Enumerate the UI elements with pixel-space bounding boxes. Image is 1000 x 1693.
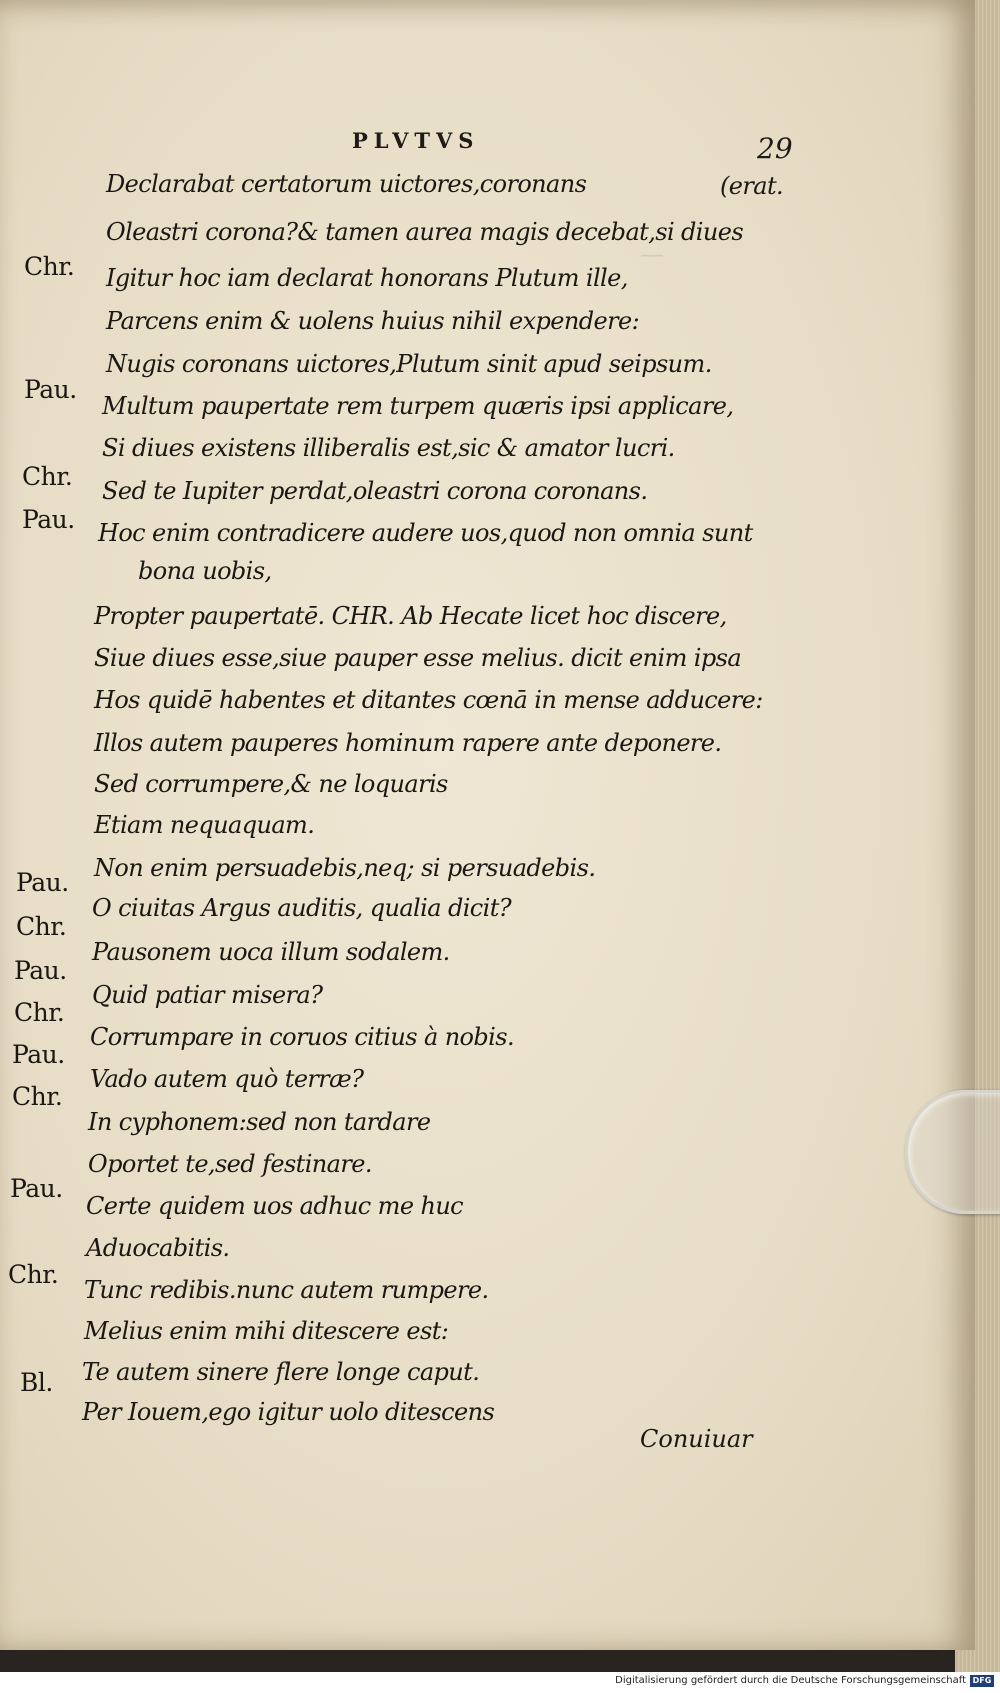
text-line: (erat. <box>720 172 784 200</box>
text-line: Propter paupertatē. CHR. Ab Hecate licet hoc discere, <box>94 602 727 630</box>
running-head: PLVTVS <box>352 128 480 153</box>
text-line: Corrumpare in coruos citius à nobis. <box>90 1023 514 1051</box>
text-line: Sed te Iupiter perdat,oleastri corona coronans. <box>102 477 648 505</box>
text-line: Parcens enim & uolens huius nihil expendere: <box>106 307 640 335</box>
text-line: O ciuitas Argus auditis, qualia dicit? <box>92 894 512 922</box>
text-line: Certe quidem uos adhuc me huc <box>86 1192 464 1220</box>
text-line: Oleastri corona?& tamen aurea magis decebat,si diues <box>106 218 744 246</box>
text-line: Si diues existens illiberalis est,sic & amator lucri. <box>102 434 675 462</box>
speaker-label: Chr. <box>22 462 73 491</box>
speaker-label: Pau. <box>12 1040 65 1069</box>
text-line: bona uobis, <box>138 557 272 585</box>
text-line: Tunc redibis.nunc autem rumpere. <box>84 1276 489 1304</box>
text-line: Quid patiar misera? <box>92 981 323 1009</box>
text-line: Pausonem uoca illum sodalem. <box>92 938 450 966</box>
funding-credit: Digitalisierung gefördert durch die Deutsche Forschungsgemeinschaft <box>615 1675 966 1686</box>
text-line: Vado autem quò terræ? <box>90 1065 364 1093</box>
speaker-label: Pau. <box>22 505 75 534</box>
speaker-label: Chr. <box>24 252 75 281</box>
text-line: Sed corrumpere,& ne loquaris <box>94 770 448 798</box>
catchword: Conuiuar <box>640 1425 753 1453</box>
text-line: Melius enim mihi ditescere est: <box>84 1317 449 1345</box>
dfg-logo-icon: DFG <box>970 1675 994 1687</box>
text-line: Aduocabitis. <box>86 1234 230 1262</box>
speaker-label: Bl. <box>20 1368 53 1397</box>
text-line: Illos autem pauperes hominum rapere ante deponere. <box>94 729 722 757</box>
text-line: In cyphonem:sed non tardare <box>88 1108 431 1136</box>
speaker-label: Chr. <box>8 1260 59 1289</box>
text-line: Oportet te,sed festinare. <box>88 1150 372 1178</box>
text-line: Non enim persuadebis,neq; si persuadebis. <box>94 854 596 882</box>
text-line: Igitur hoc iam declarat honorans Plutum ille, <box>106 264 628 292</box>
text-line: Multum paupertate rem turpem quæris ipsi applicare, <box>102 392 734 420</box>
text-line: Etiam nequaquam. <box>94 811 315 839</box>
text-line: Siue diues esse,siue pauper esse melius. dicit enim ipsa <box>94 644 742 672</box>
text-line: Hoc enim contradicere audere uos,quod non omnia sunt <box>98 519 753 547</box>
text-line: Hos quidē habentes et ditantes cœnā in mense adducere: <box>94 686 763 714</box>
speaker-label: Chr. <box>16 912 67 941</box>
page-number: 29 <box>757 132 793 165</box>
text-line: Nugis coronans uictores,Plutum sinit apud seipsum. <box>106 350 712 378</box>
speaker-label: Pau. <box>14 956 67 985</box>
text-line: Per Iouem,ego igitur uolo ditescens <box>82 1398 495 1426</box>
speaker-label: Chr. <box>12 1082 63 1111</box>
text-line: Declarabat certatorum uictores,coronans <box>106 170 587 198</box>
text-line: Te autem sinere flere longe caput. <box>82 1358 480 1386</box>
speaker-label: Chr. <box>14 998 65 1027</box>
speaker-label: Pau. <box>10 1174 63 1203</box>
speaker-label: Pau. <box>24 375 77 404</box>
speaker-label: Pau. <box>16 868 69 897</box>
